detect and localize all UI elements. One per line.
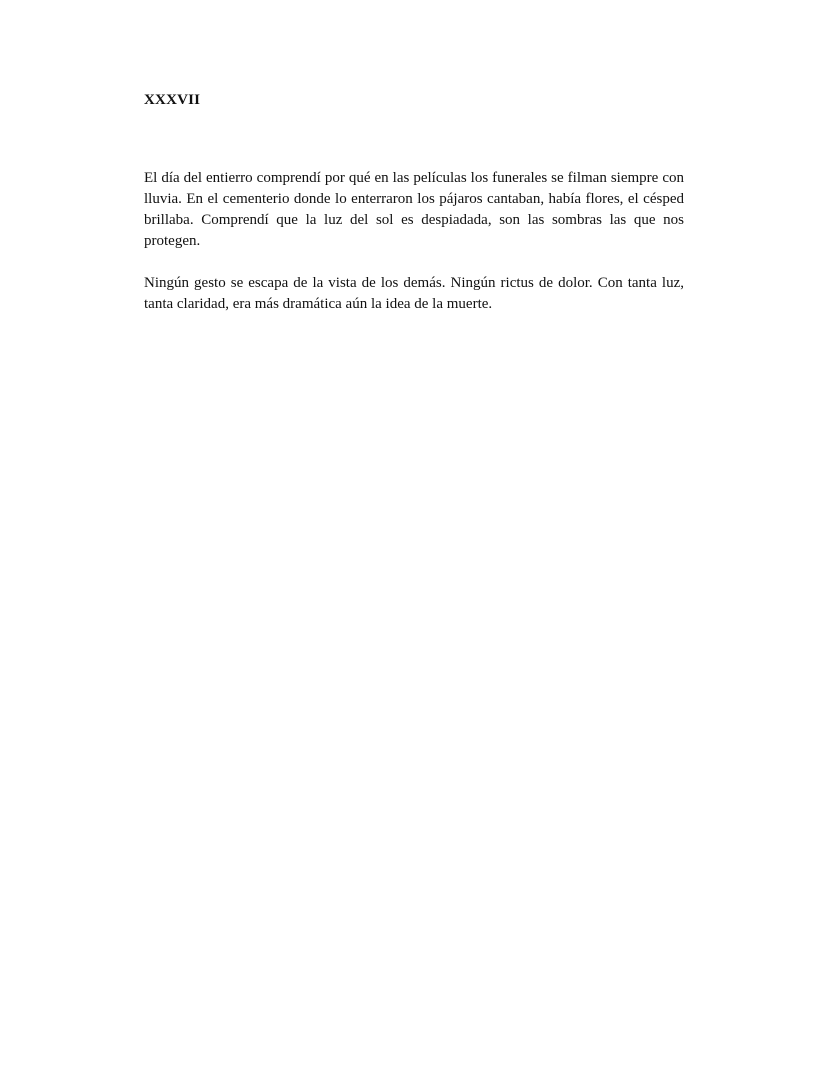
chapter-heading: XXXVII	[144, 92, 201, 108]
chapter-body	[144, 168, 684, 336]
paragraph-2: Ningún gesto se escapa de la vista de los demás. Ningún rictus de dolor. Con tanta luz, tanta claridad, era más dramática aún la idea de la muerte.	[144, 275, 684, 312]
paragraph-1: El día del entierro comprendí por qué en las películas los funerales se filman siempre con lluvia. En el cementerio donde lo enterraron los pájaros cantaban, había flores, el césped brillaba. Comprendí que la luz del sol es despiadada, son las sombras las que nos protegen.	[144, 170, 684, 249]
